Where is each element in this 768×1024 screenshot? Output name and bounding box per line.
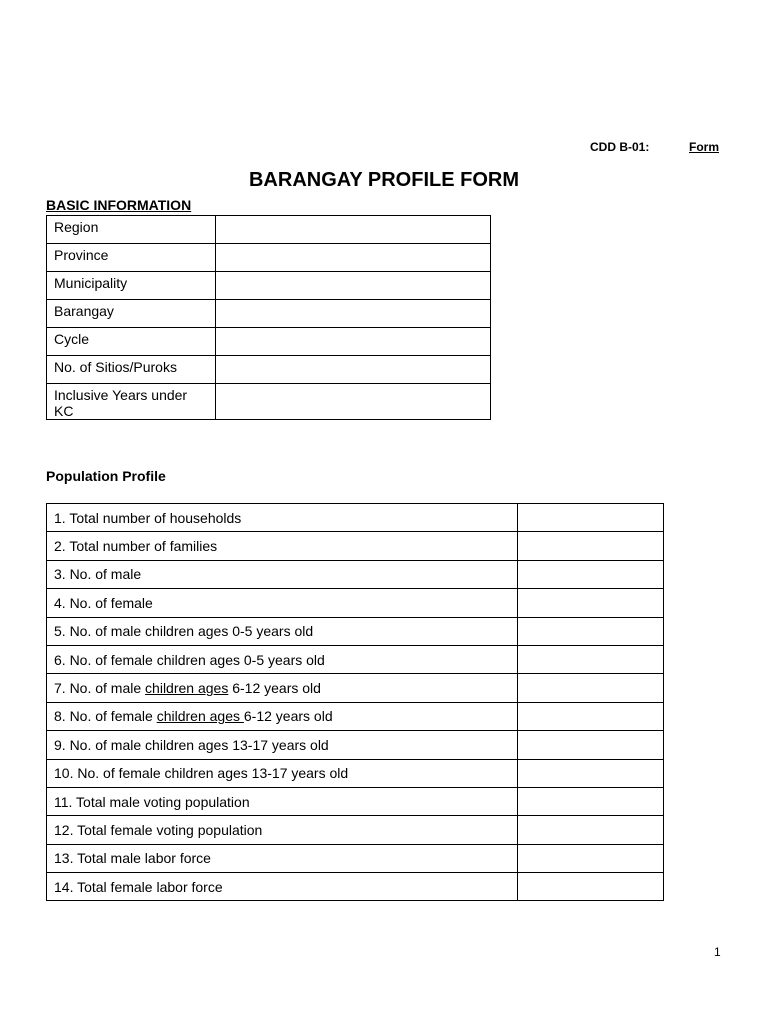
province-label: Province <box>47 244 216 272</box>
female-voting-field[interactable] <box>518 816 664 844</box>
basic-information-table <box>46 215 491 420</box>
families-label: 2. Total number of families <box>47 532 518 560</box>
table-row <box>47 759 664 787</box>
female-children-13-17-field[interactable] <box>518 759 664 787</box>
table-row <box>47 300 491 328</box>
male-label: 3. No. of male <box>47 560 518 588</box>
male-labor-force-label: 13. Total male labor force <box>47 844 518 872</box>
population-profile-table <box>46 503 664 901</box>
female-labor-force-label: 14. Total female labor force <box>47 873 518 901</box>
male-labor-force-field[interactable] <box>518 844 664 872</box>
population-profile-heading: Population Profile <box>46 468 166 484</box>
households-field[interactable] <box>518 504 664 532</box>
table-row <box>47 560 664 588</box>
cycle-label: Cycle <box>47 328 216 356</box>
page-title: BARANGAY PROFILE FORM <box>248 169 520 191</box>
form-code: CDD B-01: <box>590 140 650 154</box>
table-row <box>47 504 664 532</box>
label-text: 6-12 years old <box>228 680 321 697</box>
label-text: 7. No. of male <box>54 680 146 697</box>
male-children-6-12-label <box>47 674 518 702</box>
table-row <box>47 787 664 815</box>
table-row <box>47 272 491 300</box>
female-children-6-12-label <box>47 702 518 730</box>
inclusive-years-label: Inclusive Years under KC <box>47 384 216 420</box>
families-field[interactable] <box>518 532 664 560</box>
table-row <box>47 244 491 272</box>
label-underlined-text: children ages <box>156 708 244 725</box>
table-row <box>47 702 664 730</box>
barangay-label: Barangay <box>47 300 216 328</box>
table-row <box>47 674 664 702</box>
table-row <box>47 873 664 901</box>
table-row <box>47 356 491 384</box>
page-number: 1 <box>714 945 721 959</box>
female-voting-label: 12. Total female voting population <box>47 816 518 844</box>
inclusive-years-field[interactable] <box>216 384 491 420</box>
sitios-puroks-label: No. of Sitios/Puroks <box>47 356 216 384</box>
male-children-13-17-field[interactable] <box>518 731 664 759</box>
households-label: 1. Total number of households <box>47 504 518 532</box>
label-underlined-text: children ages <box>145 680 229 697</box>
male-field[interactable] <box>518 560 664 588</box>
barangay-field[interactable] <box>216 300 491 328</box>
female-labor-force-field[interactable] <box>518 873 664 901</box>
female-children-0-5-label: 6. No. of female children ages 0-5 years old <box>47 645 518 673</box>
table-row <box>47 532 664 560</box>
table-row <box>47 384 491 420</box>
table-row <box>47 328 491 356</box>
table-row <box>47 617 664 645</box>
sitios-puroks-field[interactable] <box>216 356 491 384</box>
female-children-13-17-label: 10. No. of female children ages 13-17 years old <box>47 759 518 787</box>
province-field[interactable] <box>216 244 491 272</box>
table-row <box>47 731 664 759</box>
table-row <box>47 844 664 872</box>
male-children-0-5-label: 5. No. of male children ages 0-5 years old <box>47 617 518 645</box>
label-text: 6-12 years old <box>243 708 333 725</box>
male-voting-field[interactable] <box>518 787 664 815</box>
table-row <box>47 645 664 673</box>
female-label: 4. No. of female <box>47 589 518 617</box>
table-row <box>47 589 664 617</box>
male-children-0-5-field[interactable] <box>518 617 664 645</box>
municipality-field[interactable] <box>216 272 491 300</box>
male-voting-label: 11. Total male voting population <box>47 787 518 815</box>
female-children-0-5-field[interactable] <box>518 645 664 673</box>
table-row <box>47 816 664 844</box>
male-children-13-17-label: 9. No. of male children ages 13-17 years old <box>47 731 518 759</box>
region-label: Region <box>47 216 216 244</box>
basic-information-heading: BASIC INFORMATION <box>46 197 192 213</box>
label-text: 8. No. of female <box>54 708 157 725</box>
male-children-6-12-field[interactable] <box>518 674 664 702</box>
municipality-label: Municipality <box>47 272 216 300</box>
female-children-6-12-field[interactable] <box>518 702 664 730</box>
form-label: Form <box>689 140 719 154</box>
table-row <box>47 216 491 244</box>
female-field[interactable] <box>518 589 664 617</box>
cycle-field[interactable] <box>216 328 491 356</box>
region-field[interactable] <box>216 216 491 244</box>
